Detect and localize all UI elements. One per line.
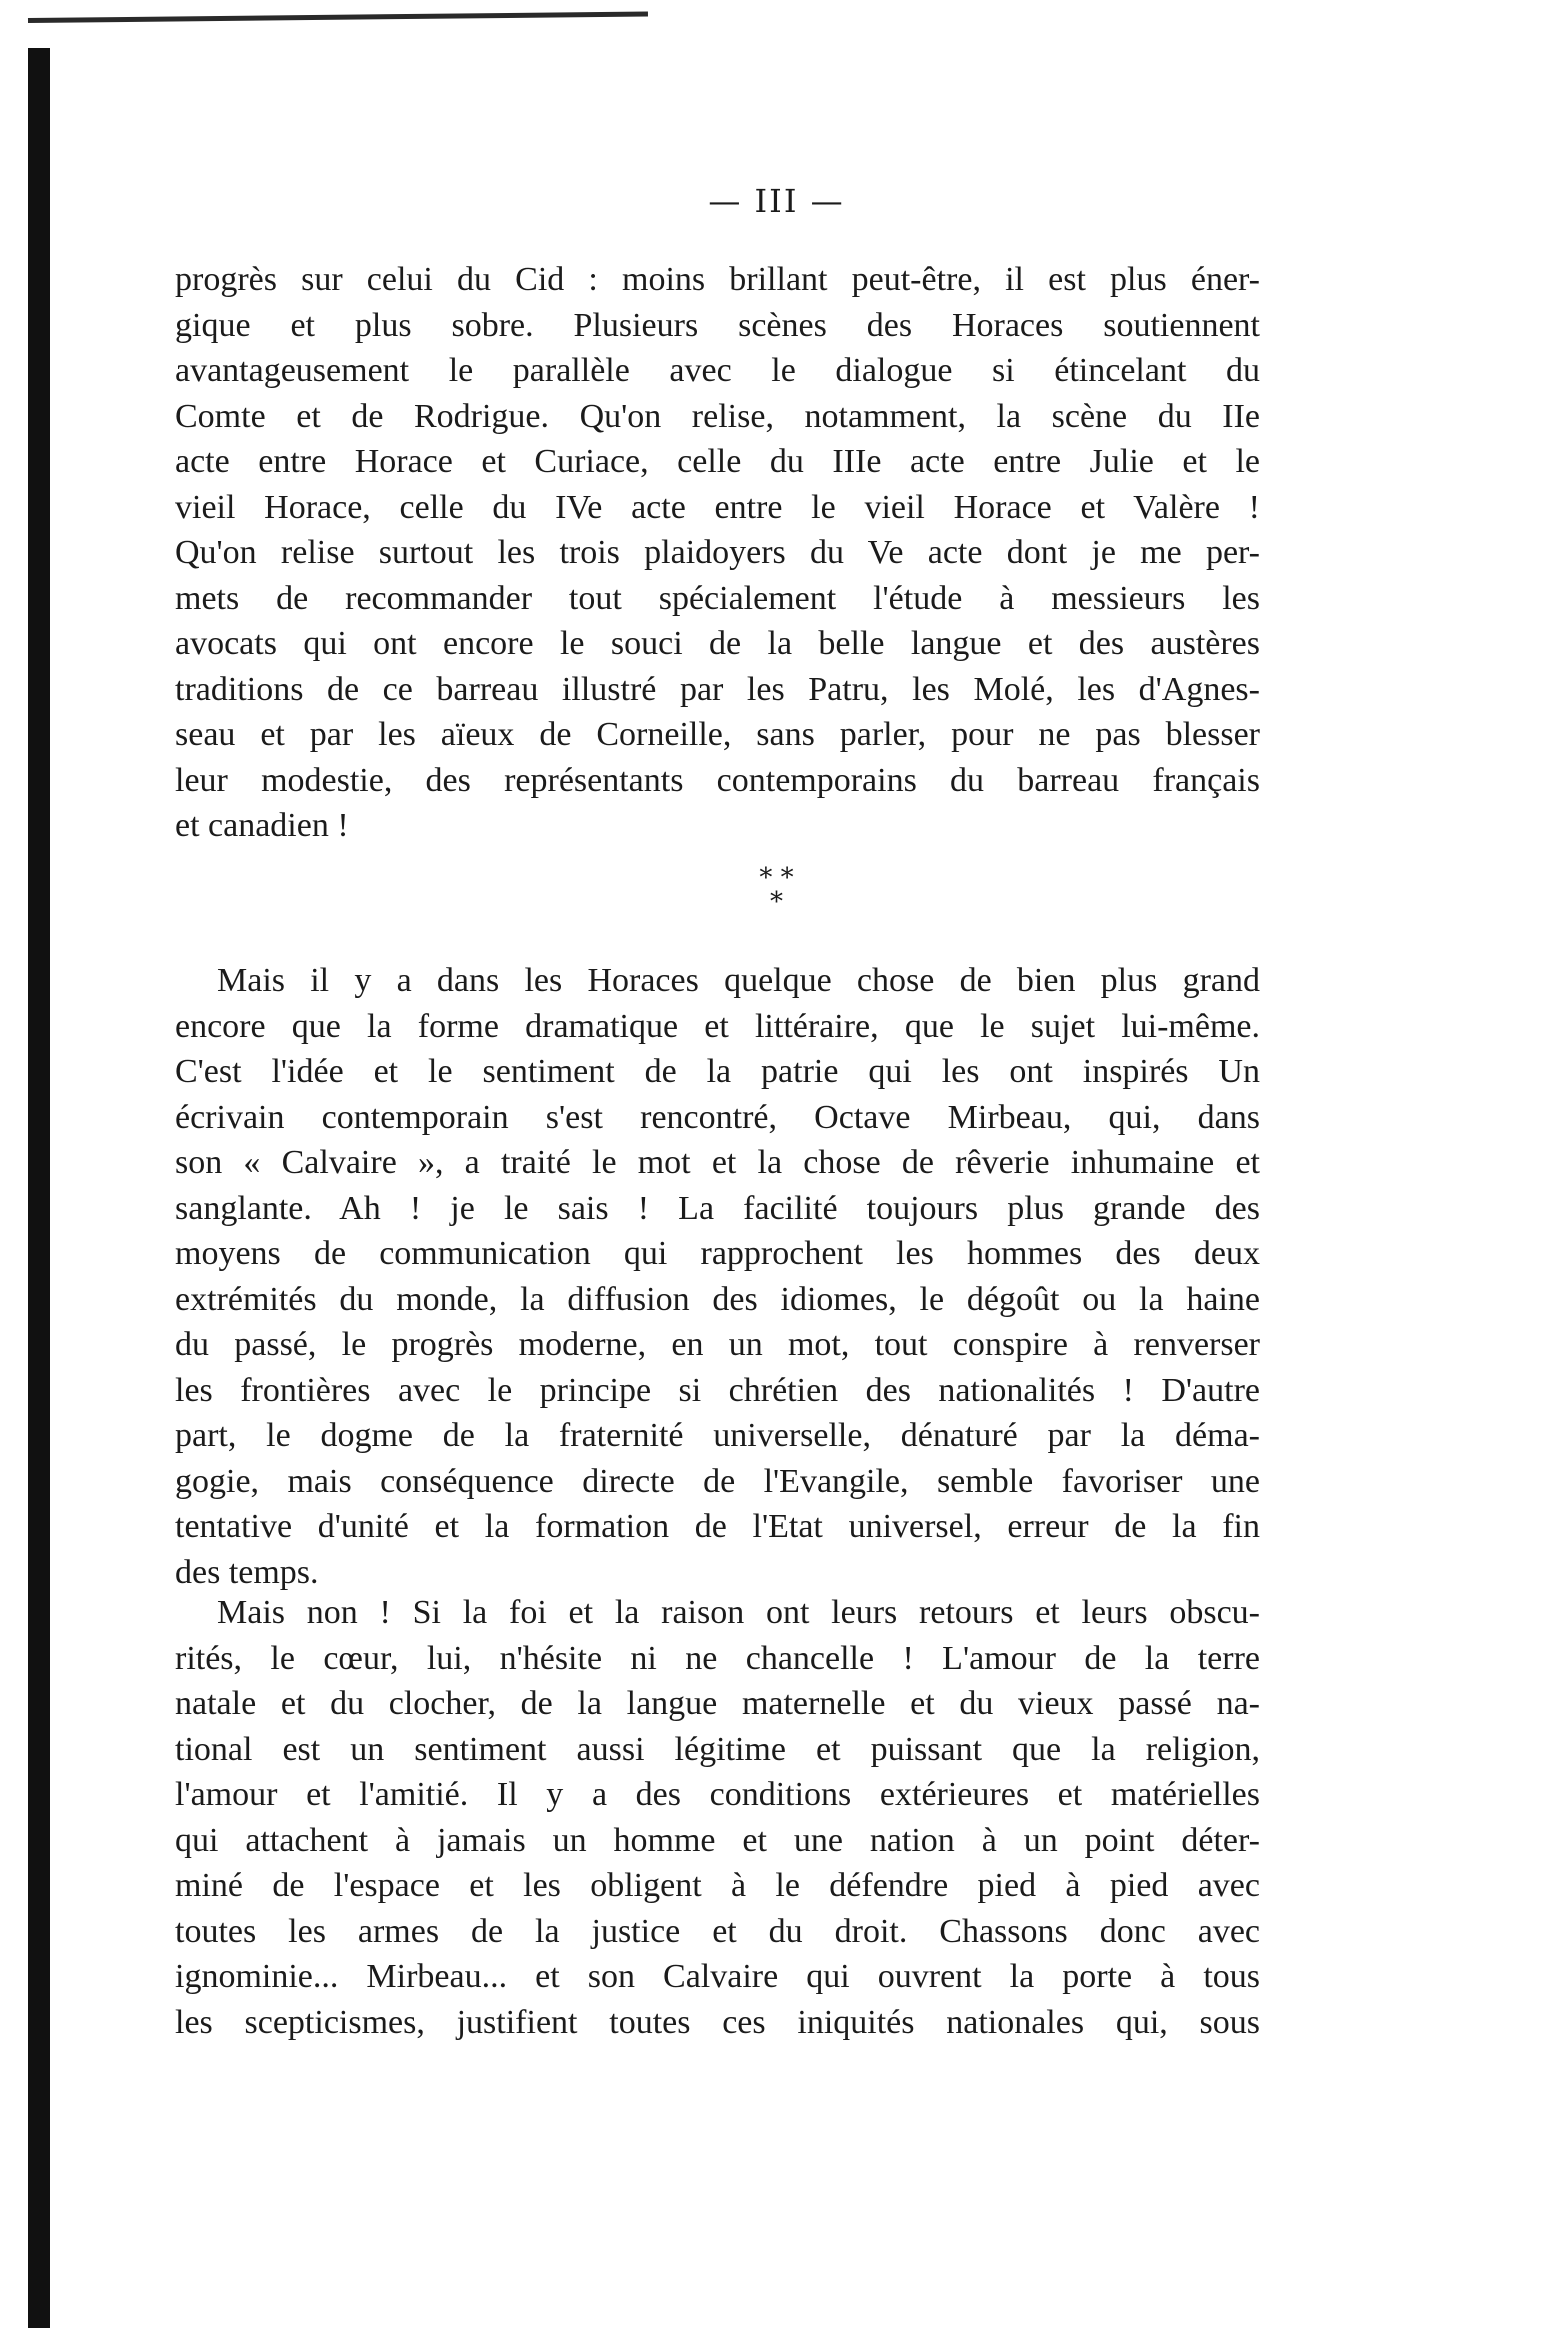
- text-line: son « Calvaire », a traité le mot et la chose de rêverie inhumaine et: [175, 1144, 1260, 1181]
- text-line: gique et plus sobre. Plusieurs scènes des Horaces soutiennent: [175, 306, 1260, 344]
- text-line: part, le dogme de la fraternité universelle, dénaturé par la déma-: [175, 1417, 1260, 1454]
- text-line: Mais non ! Si la foi et la raison ont leurs retours et leurs obscu-: [217, 1594, 1260, 1631]
- text-line: écrivain contemporain s'est rencontré, Octave Mirbeau, qui, dans: [175, 1098, 1260, 1136]
- text-line: des temps.: [175, 1553, 319, 1591]
- paragraph-1: [175, 257, 1260, 849]
- text-line: avantageusement le parallèle avec le dialogue si étincelant du: [175, 352, 1260, 389]
- text-line: les frontières avec le principe si chrétien des nationalités ! D'autre: [175, 1371, 1260, 1409]
- text-line: l'amour et l'amitié. Il y a des conditions extérieures et matérielles: [175, 1776, 1260, 1813]
- text-line: rités, le cœur, lui, n'hésite ni ne chancelle ! L'amour de la terre: [175, 1639, 1260, 1677]
- text-line: Mais il y a dans les Horaces quelque chose de bien plus grand: [217, 962, 1260, 999]
- text-line: traditions de ce barreau illustré par les Patru, les Molé, les d'Agnes-: [175, 670, 1260, 708]
- text-line: vieil Horace, celle du IVe acte entre le vieil Horace et Valère !: [175, 488, 1260, 526]
- section-separator-asterisks: [0, 863, 1553, 917]
- text-line: qui attachent à jamais un homme et une nation à un point déter-: [175, 1821, 1260, 1859]
- text-line: C'est l'idée et le sentiment de la patrie qui les ont inspirés Un: [175, 1053, 1260, 1090]
- text-line: Comte et de Rodrigue. Qu'on relise, notamment, la scène du IIe: [175, 397, 1260, 435]
- text-line: seau et par les aïeux de Corneille, sans parler, pour ne pas blesser: [175, 716, 1260, 753]
- text-line: et canadien !: [175, 807, 349, 844]
- page-top-edge: [28, 12, 648, 23]
- text-line: acte entre Horace et Curiace, celle du IIIe acte entre Julie et le: [175, 443, 1260, 480]
- text-line: leur modestie, des représentants contemporains du barreau français: [175, 761, 1260, 799]
- text-line: tional est un sentiment aussi légitime et puissant que la religion,: [175, 1730, 1260, 1768]
- paragraph-3: [175, 1590, 1260, 2045]
- text-line: natale et du clocher, de la langue maternelle et du vieux passé na-: [175, 1685, 1260, 1722]
- text-line: moyens de communication qui rapprochent les hommes des deux: [175, 1235, 1260, 1272]
- text-line: avocats qui ont encore le souci de la belle langue et des austères: [175, 625, 1260, 662]
- text-line: miné de l'espace et les obligent à le défendre pied à pied avec: [175, 1867, 1260, 1904]
- text-line: les scepticismes, justifient toutes ces iniquités nationales qui, sous: [175, 2003, 1260, 2041]
- text-line: encore que la forme dramatique et littéraire, que le sujet lui-même.: [175, 1007, 1260, 1045]
- text-line: du passé, le progrès moderne, en un mot, tout conspire à renverser: [175, 1326, 1260, 1363]
- text-line: mets de recommander tout spécialement l'étude à messieurs les: [175, 579, 1260, 617]
- text-line: ignominie... Mirbeau... et son Calvaire qui ouvrent la porte à tous: [175, 1958, 1260, 1995]
- text-line: gogie, mais conséquence directe de l'Evangile, semble favoriser une: [175, 1462, 1260, 1500]
- asterism: * * *: [759, 863, 794, 917]
- text-line: tentative d'unité et la formation de l'Etat universel, erreur de la fin: [175, 1508, 1260, 1545]
- text-line: extrémités du monde, la diffusion des idiomes, le dégoût ou la haine: [175, 1280, 1260, 1318]
- text-line: Qu'on relise surtout les trois plaidoyers du Ve acte dont je me per-: [175, 534, 1260, 571]
- paragraph-2: [175, 958, 1260, 1595]
- text-line: sanglante. Ah ! je le sais ! La facilité toujours plus grande des: [175, 1189, 1260, 1227]
- text-line: toutes les armes de la justice et du droit. Chassons donc avec: [175, 1912, 1260, 1950]
- binding-shadow: [28, 48, 50, 2328]
- page-number: — III —: [708, 182, 845, 220]
- text-line: progrès sur celui du Cid : moins brillant peut-être, il est plus éner-: [175, 261, 1260, 298]
